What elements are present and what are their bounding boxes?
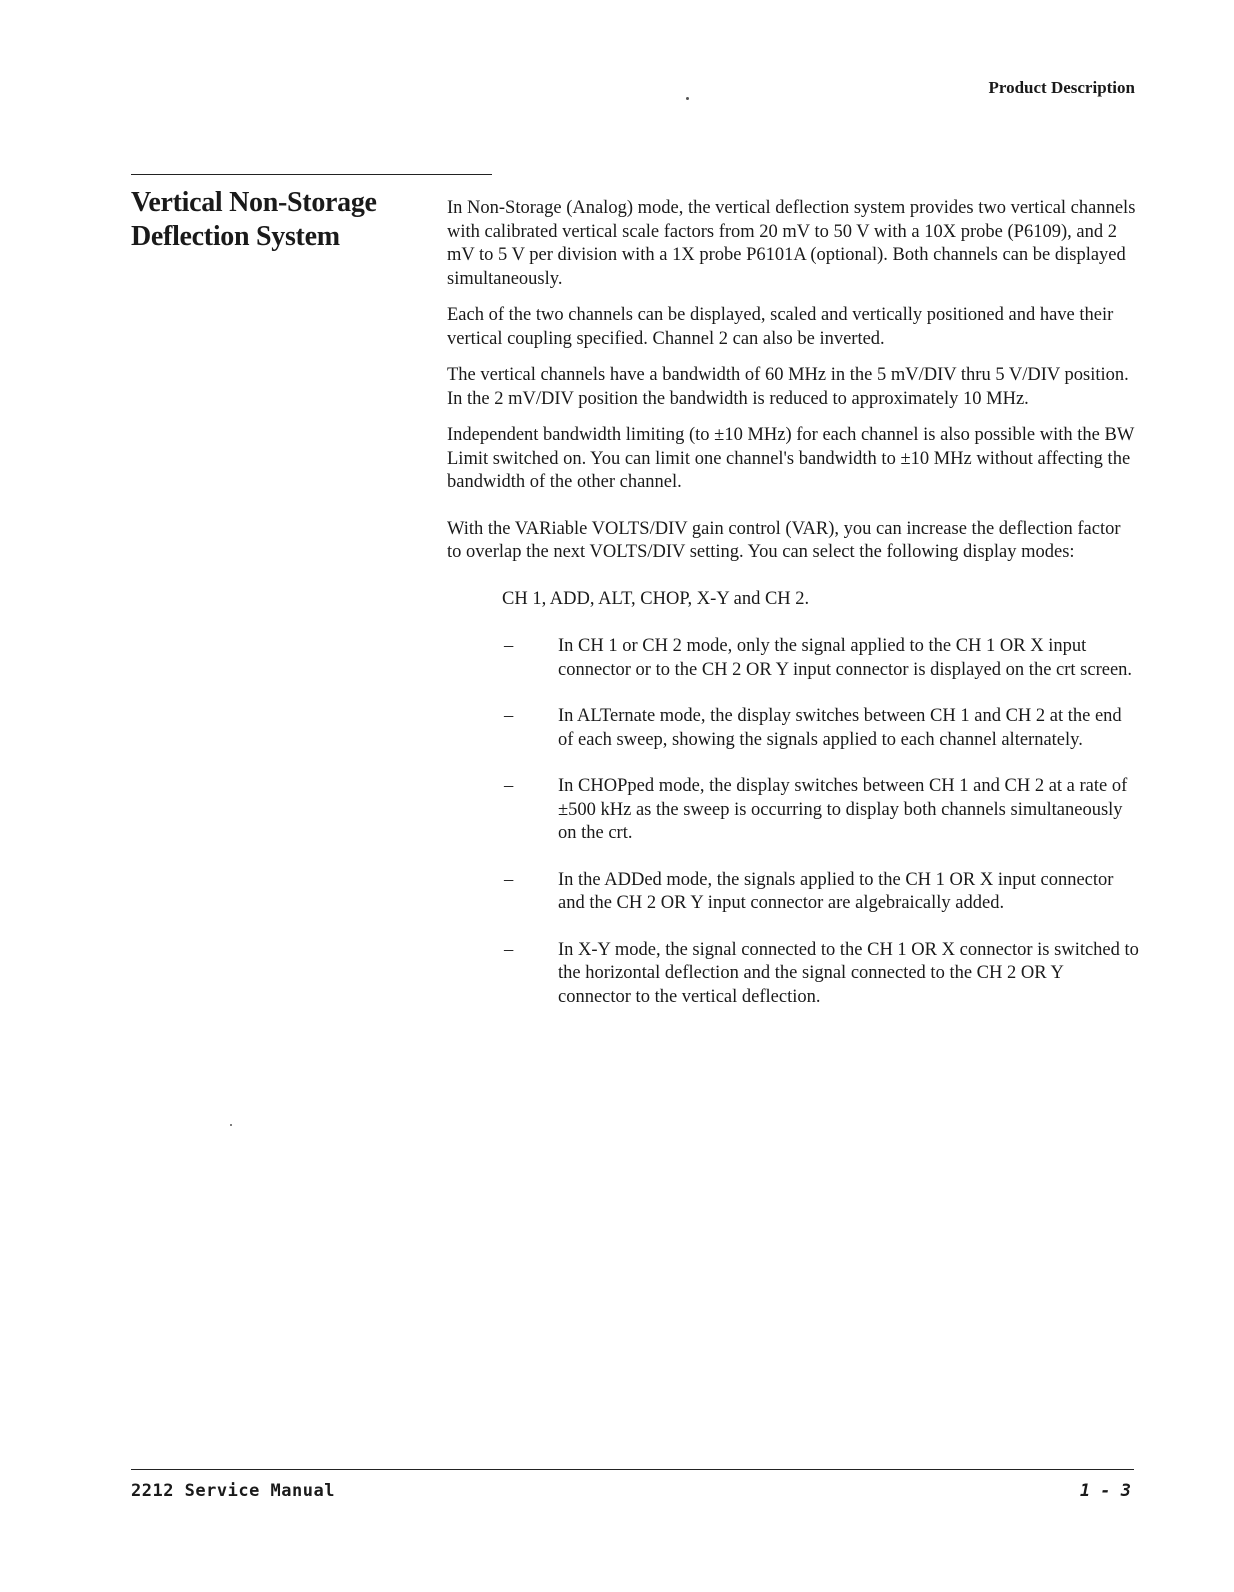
dash-marker: –: [504, 636, 514, 656]
dash-marker: –: [504, 706, 514, 726]
list-item: [447, 939, 1139, 1010]
list-item-text: In ALTernate mode, the display switches between CH 1 and CH 2 at the end of each sweep, showing the signals applied to each channel alternately.: [558, 706, 1122, 750]
list-item: [447, 775, 1139, 846]
footer-manual-title: 2212 Service Manual: [131, 1481, 335, 1501]
running-head: Product Description: [988, 78, 1135, 97]
list-item-text: In CH 1 or CH 2 mode, only the signal applied to the CH 1 OR X input connector or to the CH 2 OR Y input connector is displayed on the crt screen.: [558, 636, 1133, 680]
footer-divider: [131, 1469, 1134, 1470]
section-divider: [131, 174, 492, 175]
dash-marker: –: [504, 939, 514, 960]
list-item-text: In CHOPped mode, the display switches between CH 1 and CH 2 at a rate of ±500 kHz as the sweep is occurring to display both channels simultaneously on the crt.: [558, 776, 1128, 843]
footer-page-number: 1 - 3: [1079, 1481, 1131, 1501]
scan-speck: [686, 97, 689, 100]
list-item-text: In the ADDed mode, the signals applied to the CH 1 OR X input connector and the CH 2 OR Y input connector are algebraically added.: [558, 869, 1114, 913]
body-paragraph: Each of the two channels can be displayed, scaled and vertically positioned and have their vertical coupling specified. Channel 2 can also be inverted.: [447, 305, 1114, 349]
dash-marker: –: [504, 869, 514, 890]
list-item: [447, 705, 1139, 752]
section-heading-line: Vertical Non-Storage: [131, 187, 377, 218]
list-item-text: In X-Y mode, the signal connected to the CH 1 OR X connector is switched to the horizontal deflection and the signal connected to the CH 2 OR Y connector to the vertical deflection.: [558, 939, 1139, 1007]
mode-bullet-list: [447, 635, 1139, 1009]
body-paragraph: Independent bandwidth limiting (to ±10 MHz) for each channel is also possible with the BW Limit switched on. You can limit one channel's bandwidth to ±10 MHz without affecting the bandwidth of the other channel.: [447, 425, 1134, 492]
display-mode-list: CH 1, ADD, ALT, CHOP, X-Y and CH 2.: [502, 588, 810, 609]
list-item: [447, 635, 1139, 682]
section-heading: [131, 186, 431, 254]
dash-marker: –: [504, 776, 514, 796]
scan-speck: [230, 1124, 232, 1126]
section-heading-line: Deflection System: [131, 221, 340, 252]
body-content: [447, 197, 1139, 1032]
body-paragraph: With the VARiable VOLTS/DIV gain control (VAR), you can increase the deflection factor to overlap the next VOLTS/DIV setting. You can select the following display modes:: [447, 518, 1121, 562]
body-paragraph: In Non-Storage (Analog) mode, the vertical deflection system provides two vertical channels with calibrated vertical scale factors from 20 mV to 50 V with a 10X probe (P6109), and 2 mV to 5 V per division with a 1X probe P6101A (optional). Both channels can be displayed simultaneously.: [447, 198, 1136, 289]
body-paragraph: The vertical channels have a bandwidth of 60 MHz in the 5 mV/DIV thru 5 V/DIV position. In the 2 mV/DIV position the bandwidth is reduced to approximately 10 MHz.: [447, 365, 1129, 409]
list-item: [447, 869, 1139, 916]
